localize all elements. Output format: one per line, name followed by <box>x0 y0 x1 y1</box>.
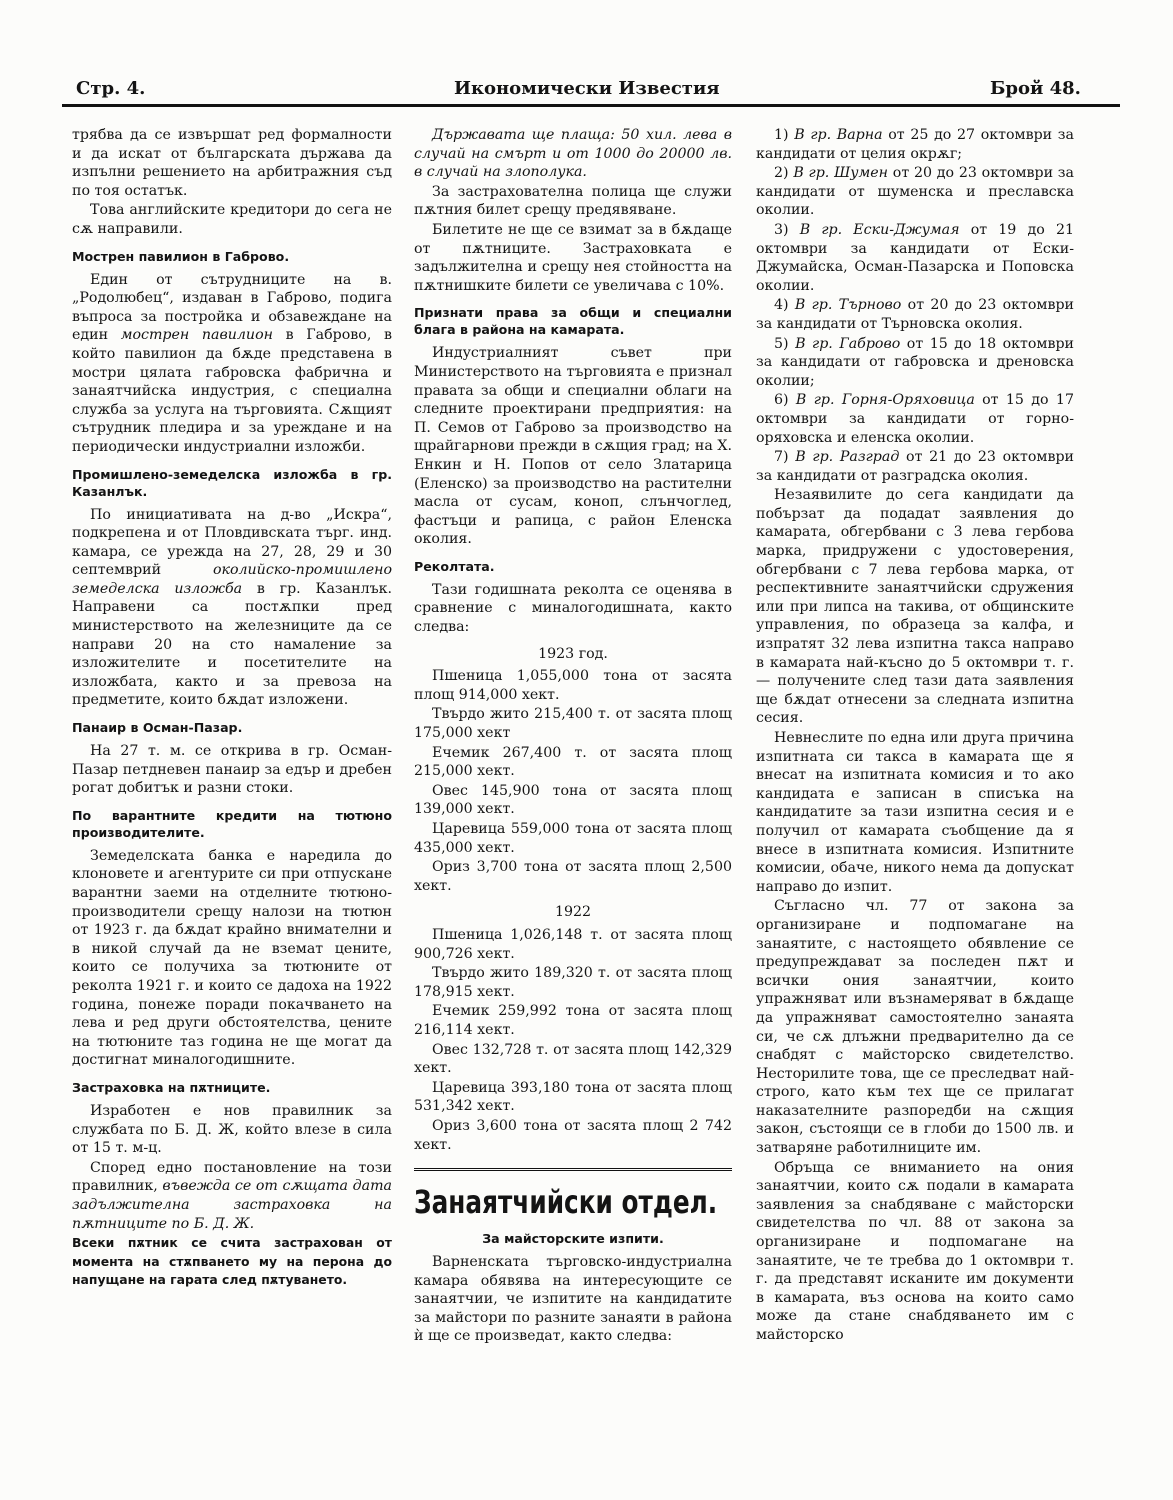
paragraph: трябва да се извършат ред формалности и да искат от българската държава да изпълни решението на арбитражния съд по тоя остатък. <box>72 127 392 199</box>
paragraph: Съгласно чл. 77 от закона за организиране и подпомагане на занаятите, с настоящето обявление се предупреждават за последен пѫт и всички ония занаятчии, които упражняват или възнамеряват в бѫдаще да упражняват самостоятелно занаята си, че сѫ длъжни предварително да се снабдят с майсторско свидетелство. Несторилите това, ще се преследват най-строго, като към тех ще се прилагат наказателните разпоредби на сѫщия закон, състоящи се в глоби до 1500 лв. и затваряне работилниците им. <box>756 898 1074 1157</box>
harvest-row: Овес 145,900 тона от засята площ 139,000 хект. <box>414 782 732 818</box>
harvest-row: Твърдо жито 215,400 т. от засята площ 175,000 хект <box>414 706 732 742</box>
paragraph: За застрахователна полица ще служи пѫтния билет срещу предявяване. <box>414 183 732 219</box>
bold-paragraph: Всеки пѫтник се счита застрахован от момента на стѫпването му на перона до напущане на гарата след пѫтуването. <box>72 1235 392 1288</box>
section-divider <box>414 1168 732 1171</box>
paragraph: Това английските кредитори до сега не сѫ направили. <box>72 202 392 237</box>
paragraph: Билетите не ще се взимат за в бѫдаще от пѫтниците. Застраховката е задължителна и срещу нея стойността на пѫтнишките билети се увеличава с 10%. <box>414 221 732 294</box>
paragraph: Според едно постановление на този правилник, въвежда се от сѫщата дата задължителна застраховка на пѫтниците по Б. Д. Ж. <box>72 1159 392 1232</box>
harvest-row: Твърдо жито 189,320 т. от засята площ 178,915 хект. <box>414 965 732 1000</box>
page-number: Стр. 4. <box>76 78 146 99</box>
column-1 <box>72 126 392 1291</box>
exam-schedule-item: 3) В гр. Ески-Джумая от 19 до 21 октомври за кандидати от Ески-Джумайска, Осман-Пазарска и Поповска околии. <box>756 221 1074 294</box>
paragraph: Изработен е нов правилник за службата по Б. Д. Ж, който влезе в сила от 15 т. м-ц. <box>72 1102 392 1157</box>
article-heading: Застраховка на пѫтниците. <box>72 1079 271 1095</box>
header-rule <box>62 104 1120 107</box>
paragraph: Невнеслите по една или друга причина изпитната си такса в камарата ще я внесат на изпитната комисия и то ако кандидата е записан в списъка на кандидатите за тази изпитна сесия и е получил от камарата съобщение да я внесе в изпитната комисия. Изпитните комисии, обаче, никого нема да допускат направо до изпит. <box>756 730 1074 895</box>
paragraph: На 27 т. м. се открива в гр. Осман-Пазар петдневен панаир за едър и дребен рогат добитък и разни стоки. <box>72 743 392 797</box>
harvest-row: Пшеница 1,026,148 т. от засята площ 900,726 хект. <box>414 926 732 962</box>
harvest-row: Ориз 3,600 тона от засята площ 2 742 хект. <box>414 1117 732 1153</box>
paragraph: Обръща се вниманието на ония занаятчии, които сѫ подали в камарата заявления за снабдяване с майсторски свидетелства по чл. 88 от закона за организиране и подпомагане на занаятите, че те требва до 1 октомври т. г. да представят исканите им документи в камарата, въз основа на които само може да стане снабдяването им с майсторско <box>756 1159 1074 1343</box>
article-heading: Промишлено-земеделска изложба в гр. Казанлък. <box>72 466 392 499</box>
paragraph: По инициативата на д-во „Искра“, подкрепена и от Пловдивската търг. инд. камара, се урежда на 27, 28, 29 и 30 септемврий околийско-промишлено земеделска изложба в гр. Казанлък. Направени са постѫпки пред министерството на железниците да се направи 20 на сто намаление за изложителите и посетителите на изложбата, както и за превоза на предметите, които бѫдат изложени. <box>72 506 392 709</box>
section-title: Занаятчийски отдел. <box>414 1183 718 1222</box>
exam-schedule-item: 4) В гр. Търново от 20 до 23 октомври за кандидати от Търновска околия. <box>756 297 1074 332</box>
paragraph: Държавата ще плаща: 50 хил. лева в случай на смърт и от 1000 до 20000 лв. в случай на злополука. <box>414 127 732 181</box>
exam-schedule-item: 1) В гр. Варна от 25 до 27 октомври за кандидати от целия окрѫг; <box>756 127 1074 162</box>
exam-schedule-item: 6) В гр. Горня-Оряховица от 15 до 17 октомври за кандидати от горно-оряховска и еленска околии. <box>756 392 1074 446</box>
paragraph: Тази годишната реколта се оценява в сравнение с миналогодишната, както следва: <box>414 581 732 636</box>
article-heading: Реколтата. <box>414 558 495 574</box>
paragraph: Индустриалният съвет при Министерството на търговията е признал правата за общи и специални облаги на следните проектирани предприятия: на П. Семов от Габрово за производство на щрайгарнови прежди в сѫщия град; на Х. Енкин и Н. Попов от село Златарица (Еленско) за производство на растителни масла от сусам, коноп, слънчоглед, фастъци и рапица, с район Еленска околия. <box>414 345 732 548</box>
paragraph: Варненската търговско-индустриална камара обявява на интересующите се занаятчии, че изпитите на кандидатите за майстори по разните занаяти в района ѝ ще се произведат, както следва: <box>414 1254 732 1345</box>
exam-schedule-item: 2) В гр. Шумен от 20 до 23 октомври за кандидати от шуменска и преславска околии. <box>756 165 1074 219</box>
paragraph: Земеделската банка е наредила до клоновете и агентурите си при отпускане варантни заеми на отделните тютюно-производители срещу налози на тютюн от 1923 г. да бѫдат крайно внимателни и в никой случай да не вземат цените, които се получиха за тютюните от реколта 1921 г. и които се дадоха на 1922 година, понеже поради покачването на лева и ред други обстоятелства, цените на тютюните таз година не ще могат да достигнат миналогодишните. <box>72 847 392 1069</box>
year-heading: 1922 <box>554 904 592 921</box>
harvest-row: Ориз 3,700 тона от засята площ 2,500 хект. <box>414 859 732 894</box>
harvest-row: Ечемик 267,400 т. от засята площ 215,000 хект. <box>414 744 732 780</box>
column-2 <box>414 126 732 1347</box>
exam-schedule-item: 7) В гр. Разград от 21 до 23 октомври за кандидати от разградска околия. <box>756 449 1074 484</box>
exam-schedule-item: 5) В гр. Габрово от 15 до 18 октомври за кандидати от габровска и дреновска околии; <box>756 335 1074 389</box>
article-heading: Панаир в Осман-Пазар. <box>72 720 243 736</box>
article-heading: Мострен павилион в Габрово. <box>72 248 290 264</box>
harvest-row: Царевица 559,000 тона от засята площ 435,000 хект. <box>414 821 732 856</box>
harvest-row: Пшеница 1,055,000 тона от засята площ 914,000 хект. <box>414 668 732 703</box>
harvest-row: Овес 132,728 т. от засята площ 142,329 хект. <box>414 1041 732 1077</box>
paragraph: Един от сътрудниците на в. „Родолюбец“, издаван в Габрово, подига въпроса за постройка и обзавеждане на един мострен павилион в Габрово, в който павилион да бѫде представена в мостри цялата габровска фабрична и занаятчийска индустрия, с специална служба за услуга на търговията. Сѫщият сътрудник пледира и за уреждане и на периодически индустриални изложби. <box>72 271 392 455</box>
harvest-row: Ечемик 259,992 тона от засята площ 216,114 хект. <box>414 1003 732 1038</box>
article-heading: По варантните кредити на тютюно производителите. <box>72 807 392 840</box>
article-heading: Признати права за общи и специални блага в района на камарата. <box>414 305 732 338</box>
article-heading: За майсторските изпити. <box>482 1231 664 1247</box>
newspaper-title: Икономически Известия <box>454 78 720 99</box>
paragraph: Незаявилите до сега кандидати да побързат да подадат заявления до камарата, обгербвани с 3 лева гербова марка, придружени с удостоверения, обгербвани с 7 лева гербова марка, от респективните занаятчийски сдружения или при липса на такива, от общинските управления, по образеца за калфа, и изпратят 32 лева изпитна такса направо в камарата най-късно до 5 октомври т. г. — получените след тази дата заявления ще бѫдат отнесени за следната изпитна сесия. <box>756 487 1074 727</box>
year-heading: 1923 год. <box>538 645 608 662</box>
issue-number: Брой 48. <box>990 78 1081 99</box>
column-3 <box>756 126 1074 1346</box>
harvest-row: Царевица 393,180 тона от засята площ 531,342 хект. <box>414 1079 732 1115</box>
